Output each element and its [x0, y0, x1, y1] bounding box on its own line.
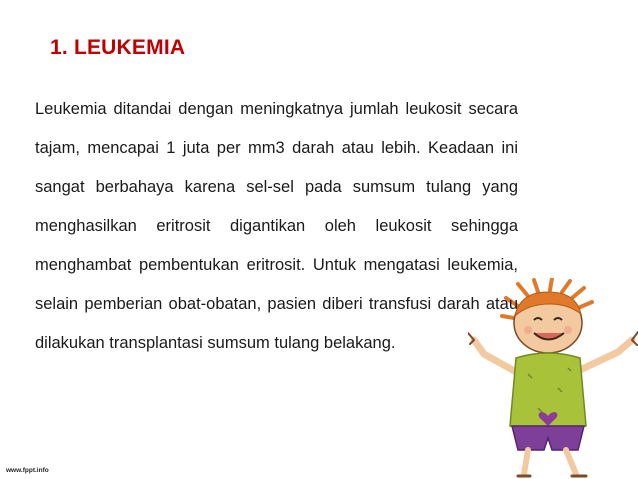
slide-body-text: Leukemia ditandai dengan meningkatnya jumlah leukosit secara tajam, mencapai 1 juta per mm3 darah atau lebih. Keadaan ini sangat berbahaya karena sel-sel pada sumsum tulang yang menghasilkan eritrosit digantikan oleh leukosit sehingga menghambat pembentukan eritrosit. Untuk mengatasi leukemia, selain pemberian obat-obatan, pasien diberi transfusi darah atau dilakukan transplantasi sumsum tulang belakang.: [35, 100, 518, 352]
slide-title: 1. LEUKEMIA: [50, 36, 186, 59]
footer-url: www.fppt.info: [6, 467, 49, 474]
